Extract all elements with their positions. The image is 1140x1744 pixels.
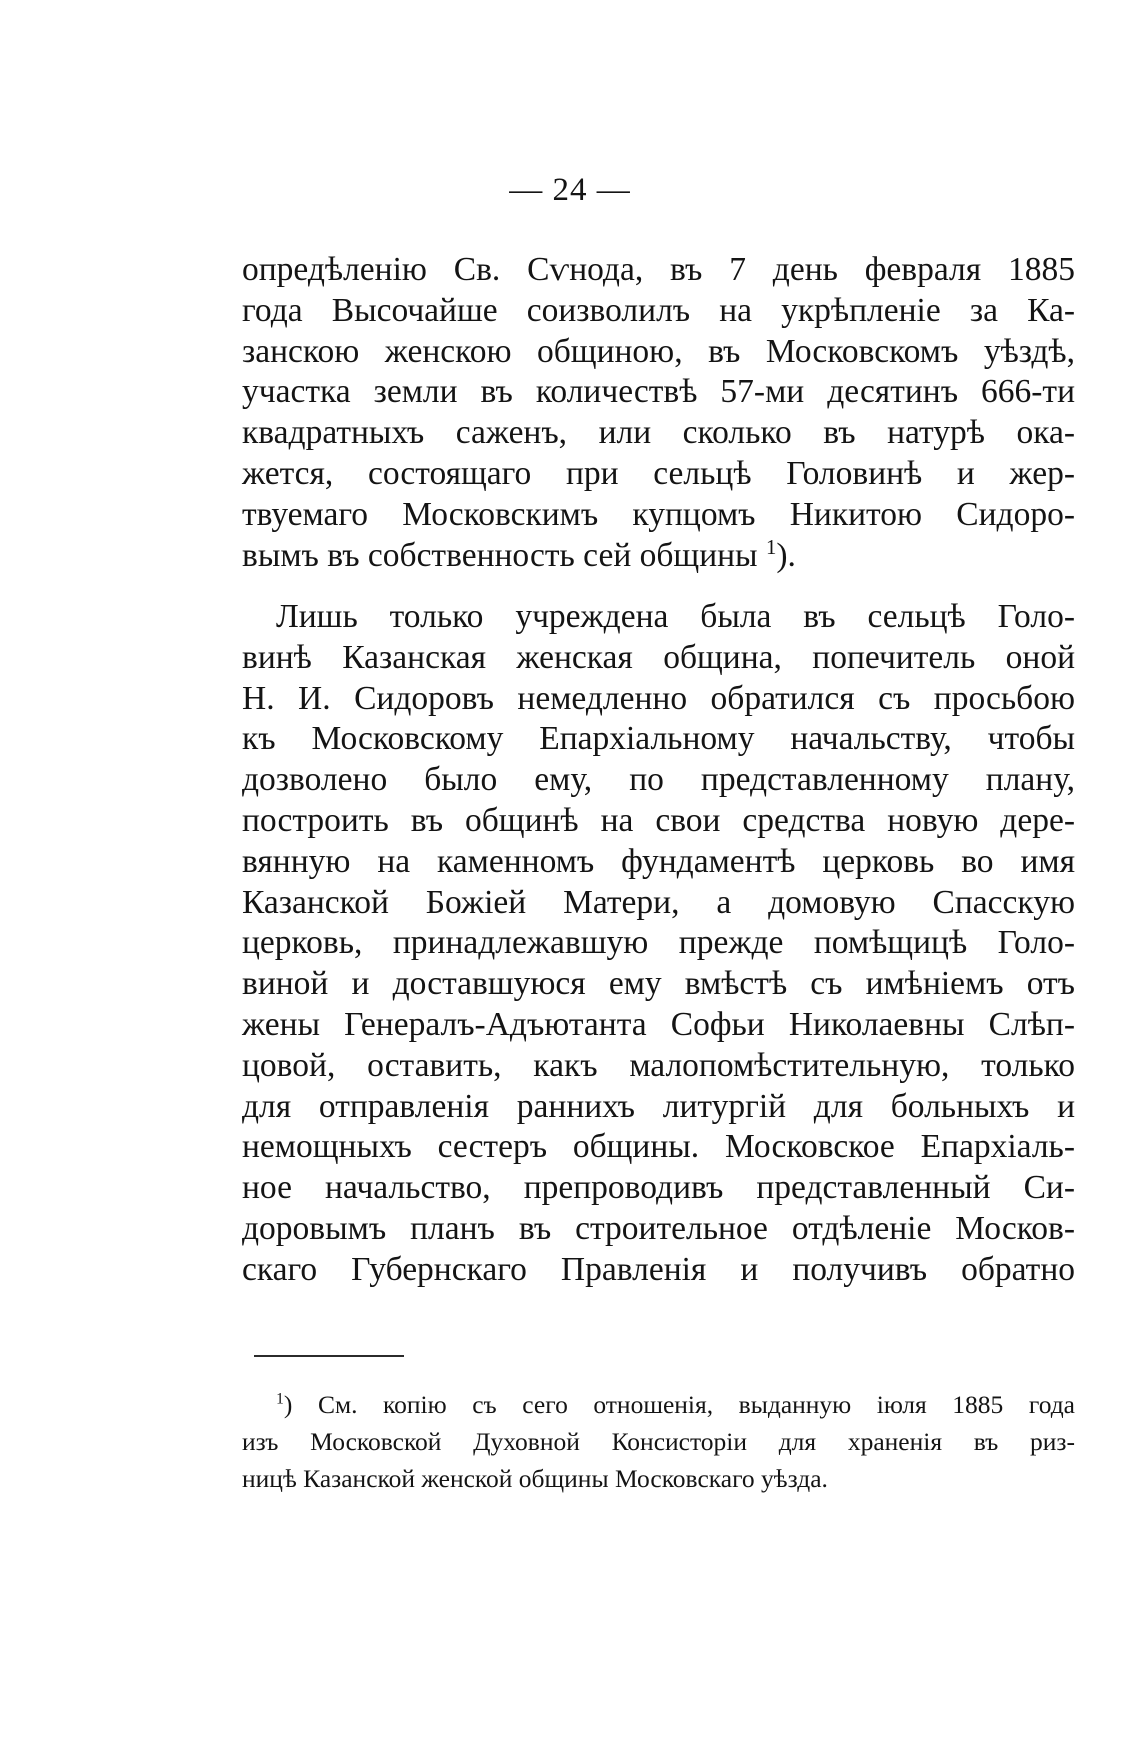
footnote-marker: 1 — [276, 1390, 284, 1408]
text-line: доровымъ планъ въ строительное отдѣленіе Москов- — [242, 1209, 1075, 1247]
footnote-reference[interactable] — [766, 537, 796, 574]
text-line: скаго Губернскаго Правленія и получивъ обратно — [242, 1250, 1075, 1288]
text-line: участка земли въ количествѣ 57-ми десятинъ 666-ти — [242, 373, 1075, 411]
text-line: винѣ Казанская женская община, попечитель оной — [242, 638, 1075, 676]
text-line-content: вымъ въ собственность сей общины — [242, 536, 758, 574]
text-line: опредѣленію Св. Сѵнода, въ 7 день февраля 1885 — [242, 251, 1075, 288]
text-line: Лишь только учреждена была въ сельцѣ Голо- — [276, 598, 1075, 635]
text-line: ное начальство, препроводивъ представленный Си- — [242, 1169, 1075, 1207]
paragraph-1 — [242, 250, 1075, 576]
text-line: немощныхъ сестеръ общины. Московское Епархіаль- — [242, 1128, 1075, 1166]
footnote-divider — [254, 1355, 404, 1357]
text-line: церковь, принадлежавшую прежде помѣщицѣ Голо- — [242, 924, 1075, 962]
footnote — [242, 1386, 1075, 1497]
footnote-ref-number: 1 — [765, 535, 777, 559]
text-line — [242, 536, 1075, 577]
text-line: цовой, оставить, какъ малопомѣстительную, только — [242, 1046, 1075, 1084]
text-line: занскою женскою общиною, въ Московскомъ уѣздѣ, — [242, 332, 1075, 370]
text-line: къ Московскому Епархіальному начальству, чтобы — [242, 720, 1075, 758]
page-number: — 24 — — [509, 172, 631, 208]
text-line: жется, состоящаго при сельцѣ Головинѣ и жер- — [242, 454, 1075, 492]
text-line: года Высочайше соизволилъ на укрѣпленіе за Ка- — [242, 291, 1075, 329]
text-line: твуемаго Московскимъ купцомъ Никитою Сидоро- — [242, 495, 1075, 533]
text-line: построить въ общинѣ на свои средства новую дере- — [242, 801, 1075, 839]
footnote-marker-suffix: ) — [283, 1390, 293, 1419]
footnote-line — [242, 1386, 1075, 1423]
text-line: для отправленія раннихъ литургій для больныхъ и — [242, 1087, 1075, 1125]
footnote-line: изъ Московской Духовной Консисторіи для храненія въ риз- — [242, 1427, 1075, 1456]
text-line: Казанской Божіей Матери, а домовую Спасскую — [242, 883, 1075, 921]
text-line: виной и доставшуюся ему вмѣстѣ съ имѣніемъ отъ — [242, 965, 1075, 1003]
text-line: вянную на каменномъ фундаментѣ церковь во имя — [242, 842, 1075, 880]
text-line: жены Генералъ-Адъютанта Софьи Николаевны Слѣп- — [242, 1005, 1075, 1043]
text-line: Н. И. Сидоровъ немедленно обратился съ просьбою — [242, 679, 1075, 717]
footnote-line: ницѣ Казанской женской общины Московскаго уѣзда. — [242, 1464, 828, 1493]
paragraph-2 — [242, 597, 1075, 1291]
text-line: квадратныхъ саженъ, или сколько въ натурѣ ока- — [242, 414, 1075, 452]
text-line: дозволено было ему, по представленному плану, — [242, 761, 1075, 799]
footnote-line-content: См. копію съ сего отношенія, выданную іюля 1885 года — [317, 1390, 1075, 1419]
footnote-ref-close: ). — [776, 536, 796, 574]
